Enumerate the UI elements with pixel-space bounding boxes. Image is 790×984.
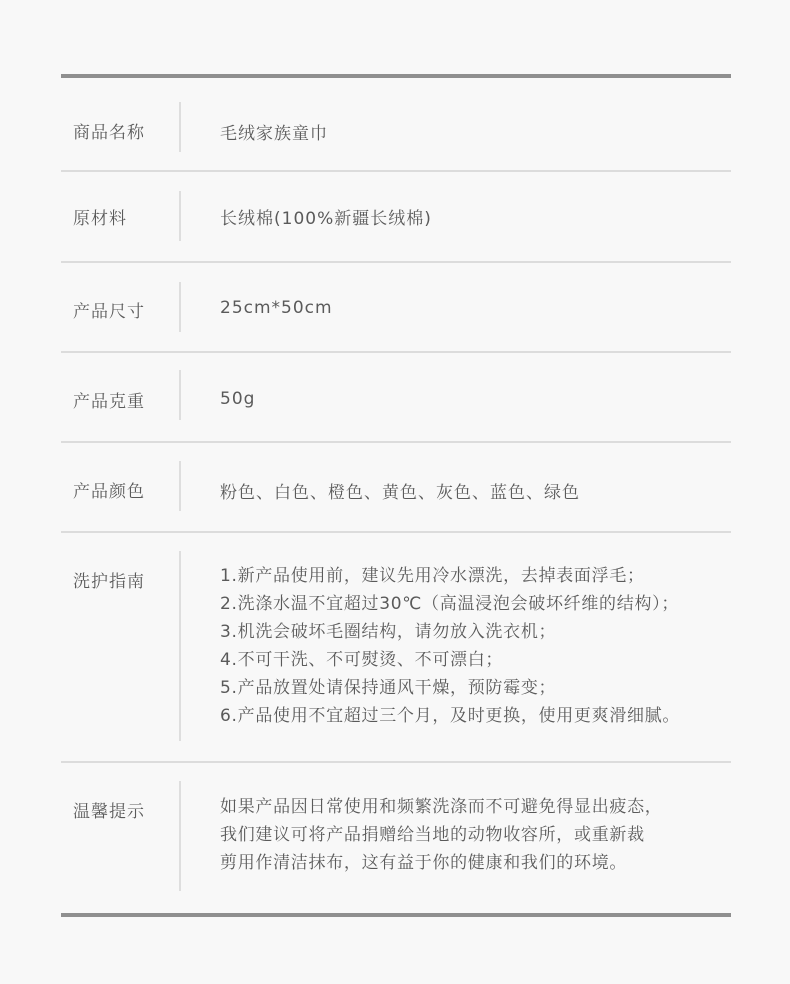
care-line: 1.新产品使用前，建议先用冷水漂洗，去掉表面浮毛； [220,566,645,586]
spec-row-name [61,78,731,170]
tips-line: 如果产品因日常使用和频繁洗涤而不可避免得显出疲态， [220,797,663,817]
spec-value: 粉色、白色、橙色、黄色、灰色、蓝色、绿色 [220,483,580,503]
row-separator [179,781,181,891]
tips-label: 温馨提示 [73,802,145,822]
spec-label: 产品尺寸 [73,302,145,322]
care-guide-row [61,533,731,761]
care-line: 6.产品使用不宜超过三个月，及时更换，使用更爽滑细腻。 [220,706,681,726]
row-separator [179,191,181,241]
tips-text [220,793,663,877]
care-line: 2.洗涤水温不宜超过30℃（高温浸泡会破坏纤维的结构）； [220,594,680,614]
row-separator [179,461,181,511]
spec-label: 产品克重 [73,392,145,412]
tips-line: 剪用作清洁抹布，这有益于你的健康和我们的环境。 [220,853,628,873]
bottom-rule [61,913,731,917]
spec-row-size [61,263,731,351]
tips-row [61,763,731,913]
care-guide-label: 洗护指南 [73,572,145,592]
care-guide-text [220,562,680,730]
spec-value: 长绒棉(100%新疆长绒棉) [220,209,432,229]
care-line: 3.机洗会破坏毛圈结构，请勿放入洗衣机； [220,622,557,642]
spec-label: 原材料 [73,209,127,229]
spec-value: 25cm*50cm [220,298,333,318]
row-separator [179,370,181,420]
spec-row-weight [61,353,731,441]
spec-value: 50g [220,389,256,409]
product-spec-table [61,74,731,917]
spec-label: 产品颜色 [73,482,145,502]
row-separator [179,282,181,332]
spec-value: 毛绒家族童巾 [220,124,328,144]
care-line: 4.不可干洗、不可熨烫、不可漂白； [220,650,504,670]
spec-row-colors [61,443,731,531]
spec-label: 商品名称 [73,123,145,143]
spec-row-material [61,172,731,261]
row-separator [179,102,181,152]
care-line: 5.产品放置处请保持通风干燥，预防霉变； [220,678,557,698]
tips-line: 我们建议可将产品捐赠给当地的动物收容所，或重新裁 [220,825,645,845]
row-separator [179,551,181,741]
